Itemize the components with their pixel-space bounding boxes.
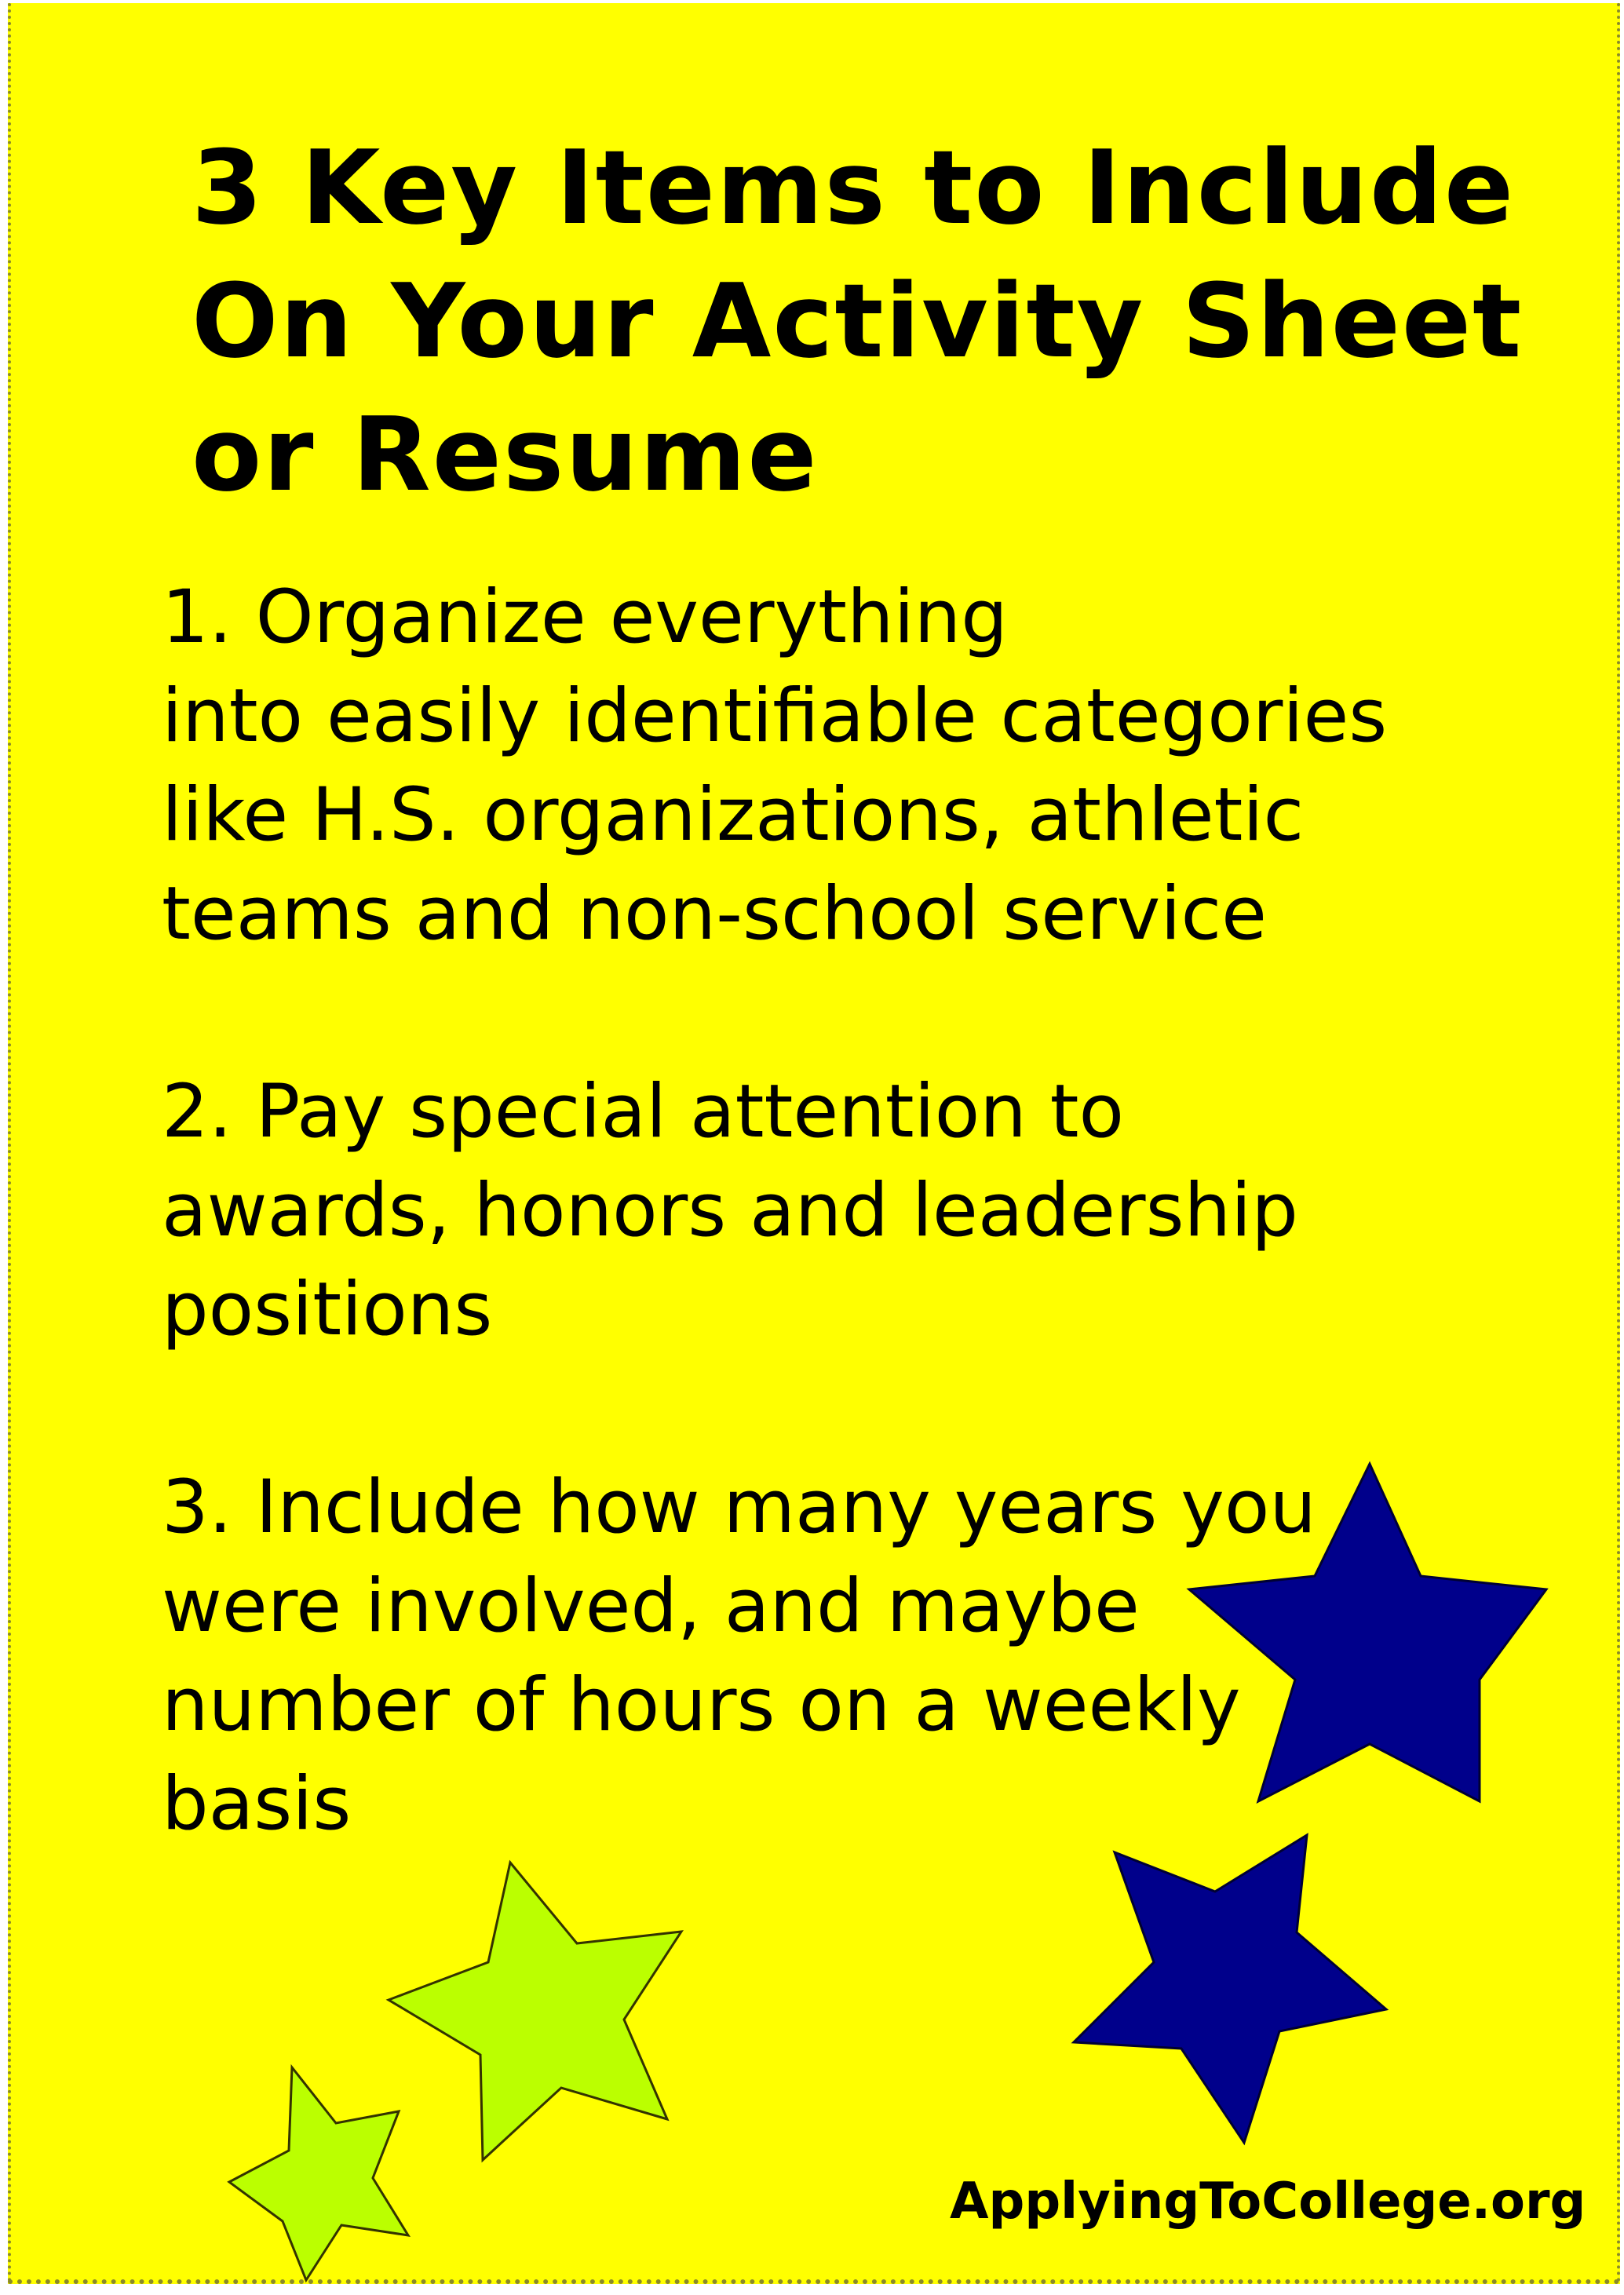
tip-3-line-3: number of hours on a weekly — [162, 1662, 1241, 1748]
title-line-1: 3 Key Items to Include — [192, 128, 1516, 247]
navy-star-icon — [1189, 1464, 1546, 1801]
green-star-icon — [389, 1863, 681, 2160]
tip-2-line-1: 2. Pay special attention to — [162, 1069, 1125, 1155]
tip-3-line-1: 3. Include how many years you — [162, 1465, 1316, 1550]
site-credit: ApplyingToCollege.org — [950, 2173, 1586, 2231]
tip-1-line-2: into easily identifiable categories — [162, 673, 1388, 759]
tip-1-line-4: teams and non-school service — [162, 871, 1267, 957]
tip-3-line-4: basis — [162, 1761, 352, 1847]
navy-star-icon — [1074, 1835, 1386, 2143]
green-star-icon — [229, 2067, 408, 2280]
title-line-3: or Resume — [192, 395, 819, 514]
tip-2-line-2: awards, honors and leadership — [162, 1168, 1298, 1253]
tip-2-line-3: positions — [162, 1267, 493, 1352]
tip-3-line-2: were involved, and maybe — [162, 1563, 1140, 1649]
tip-1-line-1: 1. Organize everything — [162, 575, 1008, 660]
title-line-2: On Your Activity Sheet — [192, 261, 1524, 381]
tip-1-line-3: like H.S. organizations, athletic — [162, 772, 1305, 858]
